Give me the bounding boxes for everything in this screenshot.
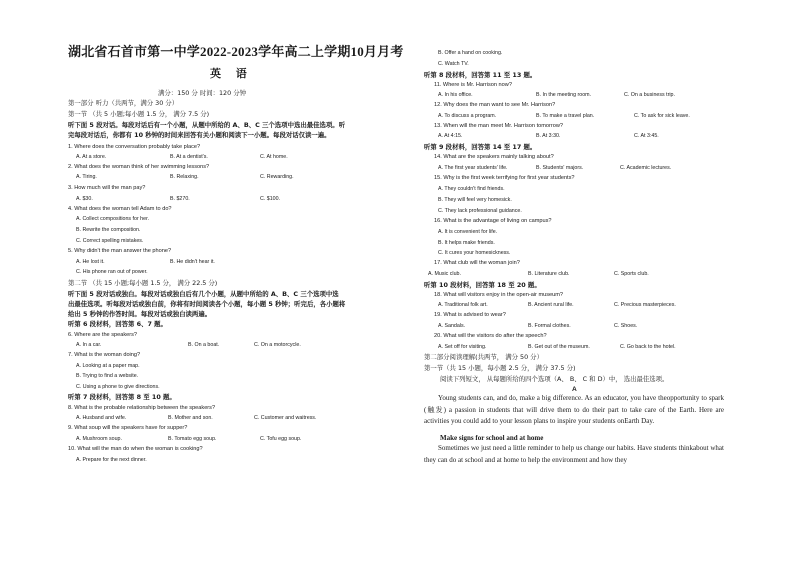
passage-paragraph-1: Young students can, and do, make a big difference. As an educator, you have theopportunity to spark (触发) a passion in students that will drive them to do their part to take care of the Earth. Here are activities you could add to your lesson plans to inspire your students onEarth Day. bbox=[424, 394, 724, 425]
option-8a: A. Husband and wife. bbox=[76, 415, 127, 421]
option-20b: B. Get out of the museum. bbox=[528, 344, 590, 350]
option-1a: A. At a store. bbox=[76, 154, 107, 160]
option-19c: C. Shoes. bbox=[614, 323, 638, 329]
option-17a: A. Music club. bbox=[428, 271, 461, 277]
option-16a: A. It is convenient for life. bbox=[438, 229, 498, 235]
option-4b: B. Rewrite the composition. bbox=[76, 227, 141, 233]
group-6-7-heading: 听第 6 段材料，回答第 6、7 题。 bbox=[68, 320, 167, 328]
option-18a: A. Traditional folk art. bbox=[438, 302, 488, 308]
option-14c: C. Academic lectures. bbox=[620, 165, 672, 171]
question-9: 9. What soup will the speakers have for supper? bbox=[68, 425, 188, 431]
option-15c: C. They lack professional guidance. bbox=[438, 208, 522, 214]
option-5b: B. He didn't hear it. bbox=[170, 259, 215, 265]
question-6: 6. Where are the speakers? bbox=[68, 332, 138, 338]
option-12b: B. To make a travel plan. bbox=[536, 113, 595, 119]
option-7c: C. Using a phone to give directions. bbox=[76, 384, 160, 390]
option-13a: A. At 4:15. bbox=[438, 133, 463, 139]
option-12a: A. To discuss a program. bbox=[438, 113, 497, 119]
option-11b: B. In the meeting room. bbox=[536, 92, 592, 98]
option-18b: B. Ancient rural life. bbox=[528, 302, 574, 308]
question-14: 14. What are the speakers mainly talking about? bbox=[434, 154, 554, 160]
option-19b: B. Formal clothes. bbox=[528, 323, 571, 329]
sec1-instr-1: 听下面 5 段对话。每段对话后有一个小题，从题中所给的 A、B、C 三个选项中选出最佳选项。听 bbox=[68, 121, 346, 129]
option-2b: B. Relaxing. bbox=[170, 174, 199, 180]
option-17c: C. Sports club. bbox=[614, 271, 649, 277]
exam-meta: 满分：150 分 时间：120 分钟 bbox=[158, 89, 247, 97]
question-10: 10. What will the man do when the woman is cooking? bbox=[68, 446, 203, 452]
question-11: 11. Where is Mr. Harrison now? bbox=[434, 82, 512, 88]
option-14b: B. Students' majors. bbox=[536, 165, 584, 171]
option-11c: C. On a business trip. bbox=[624, 92, 675, 98]
option-1c: C. At home. bbox=[260, 154, 288, 160]
question-8: 8. What is the probable relationship between the speakers? bbox=[68, 405, 216, 411]
question-20: 20. What will the visitors do after the speech? bbox=[434, 333, 547, 339]
question-7: 7. What is the woman doing? bbox=[68, 352, 141, 358]
option-9a: A. Mushroom soup. bbox=[76, 436, 122, 442]
option-6a: A. In a car. bbox=[76, 342, 102, 348]
option-10a: A. Prepare for the next dinner. bbox=[76, 457, 147, 463]
reading-instruction: 阅读下列短文， 从每题所给的四个选项（A、 B、 C 和 D）中， 选出最佳选项。 bbox=[440, 375, 669, 383]
option-12c: C. To ask for sick leave. bbox=[634, 113, 690, 119]
option-2a: A. Tiring. bbox=[76, 174, 97, 180]
option-19a: A. Sandals. bbox=[438, 323, 466, 329]
option-9c: C. Tofu egg soup. bbox=[260, 436, 302, 442]
option-4a: A. Collect compositions for her. bbox=[76, 216, 150, 222]
option-15b: B. They will feel very homesick. bbox=[438, 197, 512, 203]
exam-title: 湖北省石首市第一中学2022-2023学年高二上学期10月月考 bbox=[68, 44, 404, 59]
part2-sec1-heading: 第一节（共 15 小题，每小题 2.5 分， 满分 37.5 分) bbox=[424, 364, 576, 372]
option-3b: B. $270. bbox=[170, 196, 190, 202]
option-15a: A. They couldn't find friends. bbox=[438, 186, 505, 192]
question-1: 1. Where does the conversation probably take place? bbox=[68, 144, 201, 150]
part2-heading: 第二部分阅读理解(共两节， 满分 50 分） bbox=[424, 353, 543, 361]
option-16c: C. It cures your homesickness. bbox=[438, 250, 511, 256]
sec2-heading: 第二节 （共 15 小题;每小题 1.5 分， 满分 22.5 分) bbox=[68, 279, 218, 287]
group-18-20-heading: 听第 10 段材料，回答第 18 至 20 题。 bbox=[424, 281, 541, 289]
option-14a: A. The first year students' life. bbox=[438, 165, 508, 171]
option-3a: A. $30. bbox=[76, 196, 93, 202]
option-5a: A. He lost it. bbox=[76, 259, 105, 265]
option-10b: B. Offer a hand on cooking. bbox=[438, 50, 503, 56]
question-3: 3. How much will the man pay? bbox=[68, 185, 146, 191]
option-6b: B. On a boat. bbox=[188, 342, 220, 348]
option-2c: C. Rewarding. bbox=[260, 174, 294, 180]
sec2-instr-3: 给出 5 秒钟的作答时间。每段对话或独白读两遍。 bbox=[68, 310, 212, 318]
option-4c: C. Correct spelling mistakes. bbox=[76, 238, 144, 244]
question-18: 18. What will visitors enjoy in the open-air museum? bbox=[434, 292, 564, 298]
option-1b: B. At a dentist's. bbox=[170, 154, 208, 160]
option-10c: C. Watch TV. bbox=[438, 61, 469, 67]
sec2-instr-2: 出最佳选项。听每段对话或独白前，你将有时间阅读各个小题，每小题 5 秒钟；听完后，各小题将 bbox=[68, 300, 346, 308]
question-2: 2. What does the woman think of her swimming lessons? bbox=[68, 164, 210, 170]
question-17: 17. What club will the woman join? bbox=[434, 260, 520, 266]
option-18c: C. Precious masterpieces. bbox=[614, 302, 676, 308]
option-5c: C. His phone ran out of power. bbox=[76, 269, 148, 275]
sec2-instr-1: 听下面 5 段对话或独白。每段对话或独白后有几个小题，从题中所给的 A、B、C 三个选项中选 bbox=[68, 290, 339, 298]
option-6c: C. On a motorcycle. bbox=[254, 342, 301, 348]
passage-paragraph-2: Sometimes we just need a little reminder to help us change our habits. Have students thinkabout what they can do at school and at home to help the environment and how they bbox=[424, 444, 724, 464]
option-7a: A. Looking at a paper map. bbox=[76, 363, 140, 369]
option-16b: B. It helps make friends. bbox=[438, 240, 495, 246]
option-8c: C. Customer and waitress. bbox=[254, 415, 317, 421]
question-13: 13. When will the man meet Mr. Harrison tomorrow? bbox=[434, 123, 564, 129]
option-7b: B. Trying to find a website. bbox=[76, 373, 139, 379]
option-9b: B. Tomato egg soup. bbox=[168, 436, 217, 442]
option-3c: C. $100. bbox=[260, 196, 281, 202]
question-15: 15. Why is the first week terrifying for first year students? bbox=[434, 175, 575, 181]
option-8b: B. Mother and son. bbox=[168, 415, 213, 421]
group-14-17-heading: 听第 9 段材料，回答第 14 至 17 题。 bbox=[424, 143, 537, 151]
passage-letter: A bbox=[572, 386, 577, 393]
group-8-10-heading: 听第 7 段材料，回答第 8 至 10 题。 bbox=[68, 393, 176, 401]
question-16: 16. What is the advantage of living on campus? bbox=[434, 218, 552, 224]
question-12: 12. Why does the man want to see Mr. Harrison? bbox=[434, 102, 556, 108]
option-11a: A. In his office. bbox=[438, 92, 473, 98]
group-11-13-heading: 听第 8 段材料，回答第 11 至 13 题。 bbox=[424, 71, 537, 79]
sec1-heading: 第一节 （共 5 小题;每小题 1.5 分， 满分 7.5 分) bbox=[68, 110, 210, 118]
passage-section-heading: Make signs for school and at home bbox=[440, 434, 544, 442]
question-4: 4. What does the woman tell Adam to do? bbox=[68, 206, 172, 212]
subject-title: 英 语 bbox=[210, 68, 253, 80]
option-13b: B. At 3:30. bbox=[536, 133, 561, 139]
question-5: 5. Why didn't the man answer the phone? bbox=[68, 248, 172, 254]
sec1-instr-2: 完每段对话后，你都有 10 秒钟的时间来回答有关小题和阅读下一小题。每段对话仅读一遍。 bbox=[68, 131, 331, 139]
option-20a: A. Set off for visiting. bbox=[438, 344, 487, 350]
option-17b: B. Literature club. bbox=[528, 271, 570, 277]
option-20c: C. Go back to the hotel. bbox=[620, 344, 676, 350]
part1-heading: 第一部分 听力（共两节，满分 30 分） bbox=[68, 99, 179, 107]
option-13c: C. At 3:45. bbox=[634, 133, 659, 139]
question-19: 19. What is advised to wear? bbox=[434, 312, 506, 318]
